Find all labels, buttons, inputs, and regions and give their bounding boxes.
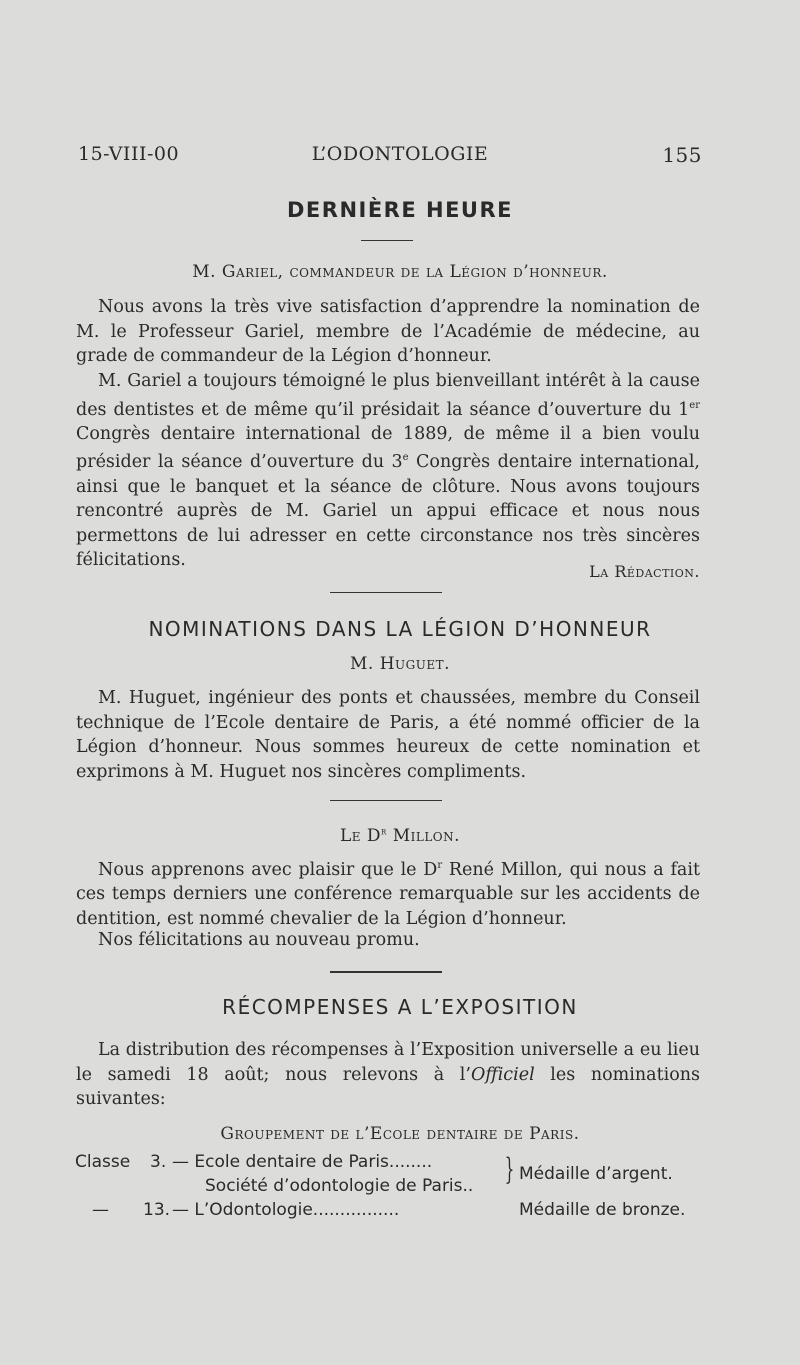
divider (330, 800, 442, 801)
award-medal: Médaille d’argent. (519, 1164, 673, 1184)
divider (330, 592, 442, 593)
section-title-derniere-heure: DERNIÈRE HEURE (287, 198, 513, 222)
award-row-label: Classe (75, 1152, 131, 1172)
subhead-millon (0, 826, 800, 846)
paragraph-text: Nous apprenons avec plaisir que le D (98, 859, 438, 880)
superscript: er (689, 399, 700, 411)
paragraph-text: Congrès dentaire international, ainsi que le banquet et la séance de clôture. Nous avons toujours rencontré auprès de M. Gariel un appui efficace et nous nous permettons de lui adresser en cette circonstance nos très sincères félicitations. (76, 452, 700, 571)
header-date: 15-VIII-00 (78, 143, 180, 165)
superscript: r (437, 860, 443, 871)
page-number: 155 (662, 143, 702, 167)
subhead-text: Le D (339, 826, 382, 846)
superscript: e (402, 452, 409, 464)
award-row-entry: — L’Odontologie................ (172, 1200, 400, 1220)
award-row-label: — (92, 1200, 109, 1220)
paragraph-text: La distribution des récompenses à l’Exposition universelle a eu lieu le samedi 18 août; nous relevons à l’ (76, 1040, 700, 1085)
section-title-nominations: NOMINATIONS DANS LA LÉGION D’HONNEUR (148, 617, 652, 641)
paragraph-millon-2: Nos félicitations au nouveau promu. (98, 930, 420, 950)
section-title-recompenses: RÉCOMPENSES A L’EXPOSITION (222, 995, 578, 1019)
signature-redaction: La Rédaction. (589, 562, 700, 581)
divider (361, 240, 413, 241)
subhead-gariel: M. Gariel, commandeur de la Légion d’honneur. (192, 262, 608, 282)
paragraph-huguet: M. Huguet, ingénieur des ponts et chaussées, membre du Conseil technique de l’Ecole dentaire de Paris, a été nommé officier de la Légion d’honneur. Nous sommes heureux de cette nomination et exprimons à M. Huguet nos sincères compliments. (76, 688, 700, 782)
header-journal-title: L’ODONTOLOGIE (311, 143, 489, 165)
paragraph-text: les nominations suivantes: (76, 1064, 700, 1109)
subhead-text: Millon. (386, 826, 461, 846)
group-heading: Groupement de l’Ecole dentaire de Paris. (220, 1124, 580, 1144)
award-medal: Médaille de bronze. (519, 1200, 686, 1220)
italic-officiel: Officiel (470, 1064, 535, 1085)
award-row-entry: — Ecole dentaire de Paris........ (172, 1152, 433, 1172)
award-row-class-number: 13. (143, 1200, 171, 1220)
paragraph-gariel-2 (76, 369, 700, 573)
paragraph-recompenses (76, 1038, 700, 1112)
paragraph-gariel-1: Nous avons la très vive satisfaction d’apprendre la nomination de M. le Professeur Gariel, membre de l’Académie de médecine, au grade de commandeur de la Légion d’honneur. (76, 297, 700, 366)
award-row-entry: Société d’odontologie de Paris.. (205, 1176, 474, 1196)
award-row-class-number: 3. (150, 1152, 167, 1172)
paragraph-text: M. Gariel a toujours témoigné le plus bienveillant intérêt à la cause des dentistes et de même qu’il présidait la séance d’ouverture du 1 (76, 371, 700, 420)
paragraph-text: Congrès dentaire international de 1889, de même il a bien voulu présider la séance d’ouverture du 3 (76, 423, 700, 473)
superscript: r (381, 826, 387, 838)
paragraph-text: René Millon, qui nous a fait ces temps derniers une conférence remarquable sur les accidents de dentition, est nommé chevalier de la Légion d’honneur. (76, 859, 700, 929)
subhead-huguet: M. Huguet. (349, 654, 451, 674)
paragraph-millon-1 (76, 854, 700, 931)
divider (330, 971, 442, 973)
brace-icon: } (504, 1152, 515, 1187)
